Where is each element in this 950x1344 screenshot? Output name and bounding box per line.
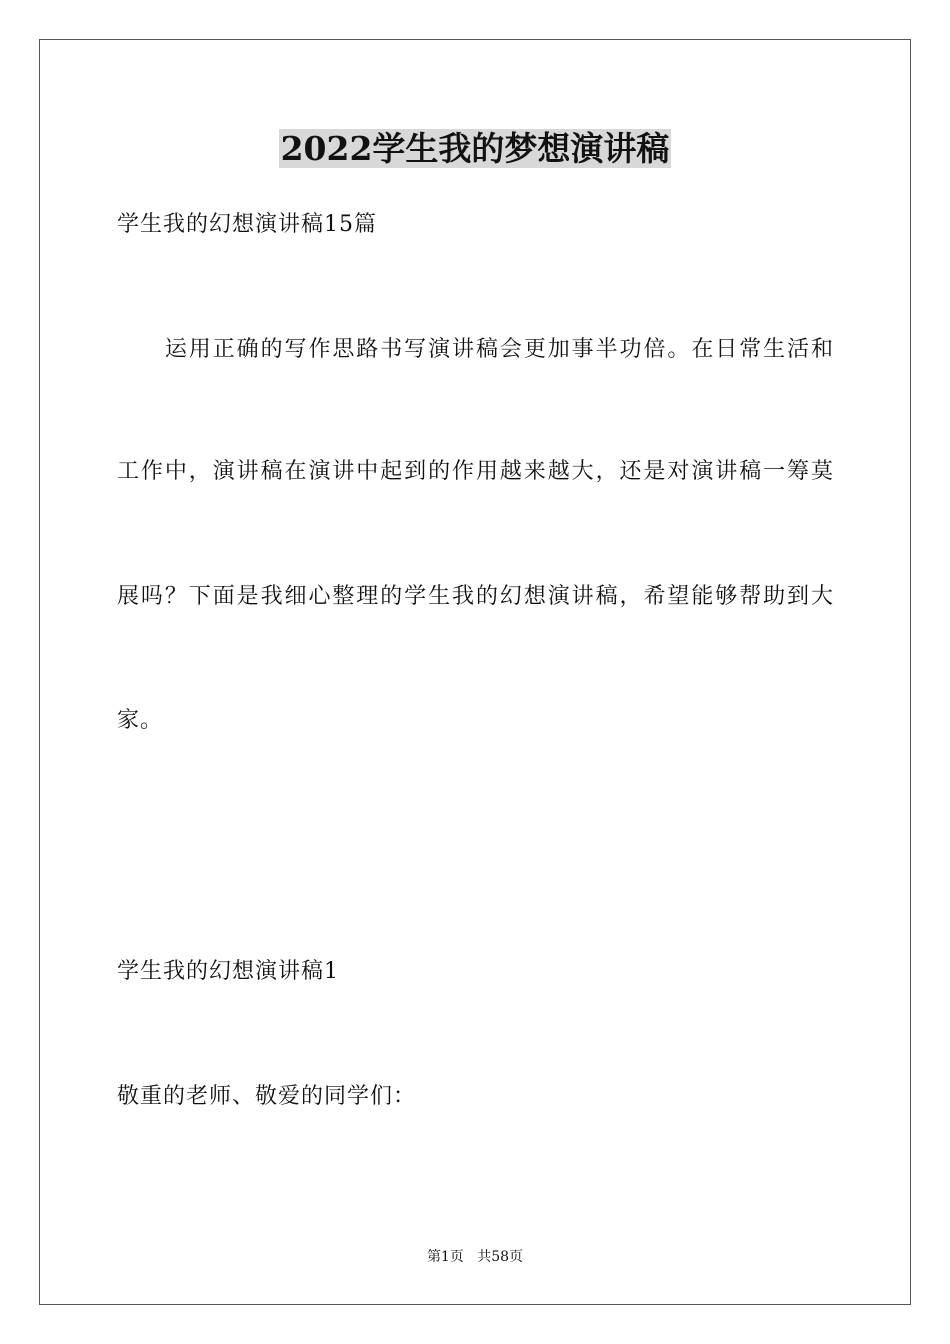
document-title-text: 2022学生我的梦想演讲稿	[280, 129, 670, 168]
intro-line-2: 工作中，演讲稿在演讲中起到的作用越来越大，还是对演讲稿一筹莫	[117, 459, 833, 484]
page-total: 共58页	[477, 1249, 524, 1265]
intro-line-3: 展吗？下面是我细心整理的学生我的幻想演讲稿，希望能够帮助到大	[117, 584, 833, 609]
document-subtitle: 学生我的幻想演讲稿15篇	[117, 212, 377, 237]
section-heading: 学生我的幻想演讲稿1	[117, 959, 339, 984]
intro-line-4: 家。	[117, 708, 164, 733]
document-title	[0, 126, 950, 172]
page-number: 第1页	[426, 1249, 464, 1265]
intro-line-1: 运用正确的写作思路书写演讲稿会更加事半功倍。在日常生活和	[117, 337, 833, 362]
greeting-line: 敬重的老师、敬爱的同学们：	[117, 1084, 417, 1109]
page-footer	[0, 1247, 950, 1267]
